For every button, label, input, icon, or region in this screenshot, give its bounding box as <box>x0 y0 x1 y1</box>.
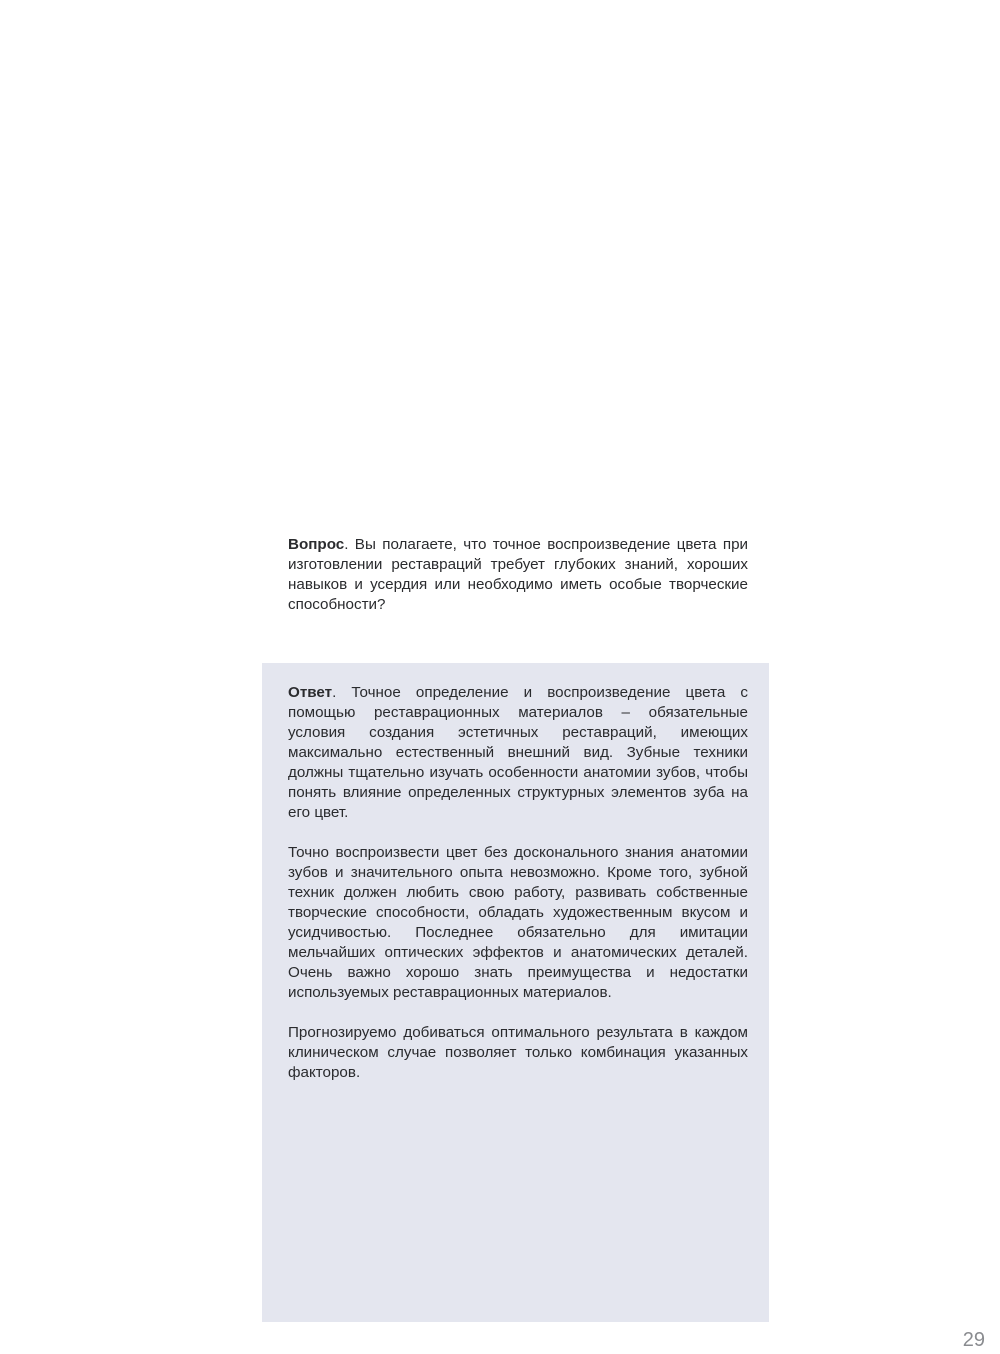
answer-paragraph-1 <box>288 683 748 823</box>
answer-paragraph-2: Точно воспроизвести цвет без досконального знания анатомии зубов и значительного опыта невозможно. Кроме того, зубной техник должен любить свою работу, развивать собственные творческие способности, обладать художественным вкусом и усидчивостью. Последнее обязательно для имитации мельчайших оптических эффектов и анатомических деталей. Очень важно хорошо знать преимущества и недостатки используемых реставрационных материалов. <box>288 844 748 1001</box>
answer-body <box>288 683 748 1103</box>
question-paragraph <box>288 535 748 615</box>
page-number: 29 <box>962 1329 985 1351</box>
answer-paragraph-3: Прогнозируемо добиваться оптимального результата в каждом клиническом случае позволяет только комбинация указанных факторов. <box>288 1024 748 1081</box>
answer-panel <box>262 663 769 1322</box>
answer-label: Ответ <box>288 684 333 701</box>
question-label: Вопрос <box>288 536 345 553</box>
answer-text-1: . Точное определение и воспроизведение цвета с помощью реставрационных материалов – обязательные условия создания эстетичных реставраций, имеющих максимально естественный внешний вид. Зубные техники должны тщательно изучать особенности анатомии зубов, чтобы понять влияние определенных структурных элементов зуба на его цвет. <box>288 684 748 821</box>
question-text: . Вы полагаете, что точное воспроизведение цвета при изготовлении реставраций требует глубоких знаний, хороших навыков и усердия или необходимо иметь особые творческие способности? <box>288 536 748 613</box>
